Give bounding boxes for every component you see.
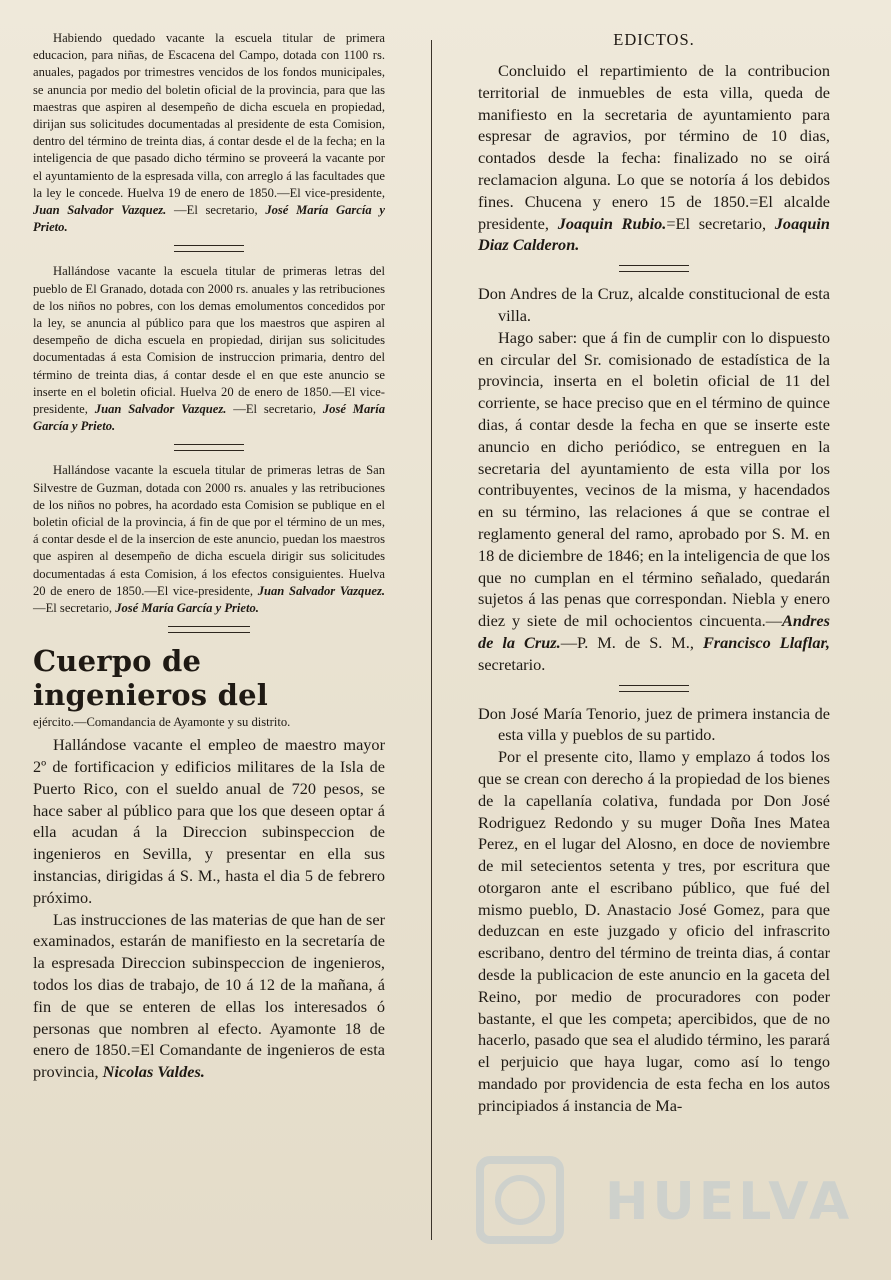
school-notice-escacena: Habiendo quedado vacante la escuela titular de primera educacion, para niñas, de Escacena del Campo, dotada con 1100 rs. anuales, pagados por trimestres vencidos de los fondos municipales, se anuncia por medio del boletin oficial de la provincia, para que las maestras que aspiren al desempeño de dicha escuela en propiedad, dirijan sus solicitudes documentadas al presidente de esta Comision, dentro del término de treinta dias, á contar desde el de la fecha; en la inteligencia de que pasado dicho término se proveerá la vacante por el ayuntamiento de la espresada villa, con arreglo á las facultades que la ley le concede. Huelva 19 de enero de 1850.—El vice-presidente, Juan Salvador Vazquez. —El secretario, José María García y Prieto. bbox=[33, 31, 385, 235]
left-column bbox=[33, 30, 385, 1083]
separator-rule bbox=[168, 626, 250, 633]
section-subtitle: ejército.—Comandancia de Ayamonte y su distrito. bbox=[33, 715, 291, 730]
school-notice-san-silvestre: Hallándose vacante la escuela titular de primeras letras de San Silvestre de Guzman, dotada con 2000 rs. anuales y las retribuciones de los niños no pobres, ha acordado esta Comision se publique en el boletin oficial de la provincia, á fin de que por el término de un mes, á contar desde el de la insercion de este anuncio, puedan los maestros que aspiren al desempeño de dicha escuela dirigir sus solicitudes documentadas á esta Comision, á los efectos consiguientes. Huelva 20 de enero de 1850.—El vice-presidente, Juan Salvador Vazquez. —El secretario, José María García y Prieto. bbox=[33, 463, 385, 616]
separator-rule bbox=[174, 444, 244, 451]
separator-rule bbox=[619, 265, 689, 272]
separator-rule bbox=[619, 685, 689, 692]
watermark-emblem-icon bbox=[460, 1150, 580, 1250]
separator-rule bbox=[174, 245, 244, 252]
watermark-text: HUELVA bbox=[605, 1172, 854, 1232]
edictos-heading: EDICTOS. bbox=[613, 30, 695, 49]
edict-tenorio-heading: Don José María Tenorio, juez de primera instancia de esta villa y pueblos de su partido. bbox=[478, 703, 830, 745]
edict-chucena: Concluido el repartimiento de la contribucion territorial de inmuebles de esta villa, queda de manifiesto en la secretaria de ayuntamiento para espresar de agravios, por término de 10 dias, contados desde la fecha: finalizado no se oirá reclamacion alguna. Lo que se notoría á los debidos fines. Chucena y enero 15 de 1850.=El alcalde presidente, Joaquin Rubio.=El secretario, Joaquin Diaz Calderon. bbox=[478, 61, 830, 255]
right-column bbox=[478, 30, 830, 1117]
column-divider bbox=[431, 40, 432, 1240]
ingenieros-paragraph-2: Las instrucciones de las materias de que han de ser examinados, estarán de manifiesto en la secretaría de la espresada Direccion subinspeccion de ingenieros, todos los dias de trabajo, de 10 á 12 de la mañana, á fin de que se enteren de ellas los interesados ó personas que nombren al efecto. Ayamonte 18 de enero de 1850.=El Comandante de ingenieros de esta provincia, Nicolas Valdes. bbox=[33, 909, 385, 1082]
edict-niebla-heading: Don Andres de la Cruz, alcalde constitucional de esta villa. bbox=[478, 284, 830, 325]
edict-tenorio-body: Por el presente cito, llamo y emplazo á todos los que se crean con derecho á la propiedad de los bienes de la capellanía colativa, fundada por Don José Rodriguez Redondo y su muger Doña Ines Matea Perez, en el lugar del Alosno, en doce de noviembre de mil setecientos setenta y tres, por escritura que otorgaron ante el escribano público, que fué del mismo pueblo, D. Anastacio José Gomez, para que deduzcan en este juzgado y oficio del infrascrito escribano, dentro del término de treinta dias, á contar desde la publicacion de este anuncio en la gaceta del Reino, por medio de procuradores con poder bastante, el que les competa; apercibidos, que de no hacerlo, pasado que sea el aludido término, les parará el perjuicio que haya lugar, como así lo tengo mandado por providencia de esta fecha en los autos principiados á instancia de Ma- bbox=[478, 747, 830, 1115]
edict-niebla-body: Hago saber: que á fin de cumplir con lo dispuesto en circular del Sr. comisionado de estadística de la provincia, inserta en el boletin oficial de 11 del corriente, se hace preciso que en el término de quince dias, á contar desde la fecha en que se inserte este anuncio en dicho periódico, se entreguen en la secretaria del ayuntamiento de esta villa por los contribuyentes, vecinos de la misma, y hacendados en su término, las relaciones á que se contrae el reglamento general del ramo, aprobado por S. M. en 18 de diciembre de 1846; en la inteligencia de que los que no cumplan en el término señalado, quedarán sujetos á las penas que correspondan. Niebla y enero diez y siete de mil ochocientos cincuenta.—Andres de la Cruz.—P. M. de S. M., Francisco Llaflar, secretario. bbox=[478, 327, 830, 674]
school-notice-el-granado: Hallándose vacante la escuela titular de primeras letras del pueblo de El Granado, dotada con 2000 rs. anuales y las retribuciones de los niños no pobres, con los demas emolumentos concedidos por la ley, se anuncia al público para que los maestros que aspiren al desempeño de dicha escuela en propiedad, dirijan sus solicitudes documentadas á esta Comision de instruccion primaria, dentro del término de treinta dias, á contar desde el en que este anuncio se inserte en el boletin oficial. Huelva 20 de enero de 1850.—El vice-presidente, Juan Salvador Vazquez. —El secretario, José María García y Prieto. bbox=[33, 264, 385, 434]
library-watermark bbox=[460, 1150, 854, 1250]
section-title-ingenieros: Cuerpo de ingenieros del bbox=[33, 644, 268, 713]
ingenieros-paragraph-1: Hallándose vacante el empleo de maestro mayor 2º de fortificacion y edificios militares de la Isla de Puerto Rico, con el sueldo anual de 720 pesos, se hace saber al público para que los que deseen optar á ella acudan á la Direccion subinspeccion de ingenieros en Sevilla, y presentar en ella sus instancias, dirigidas á S. M., hasta el dia 5 de febrero próximo. bbox=[33, 735, 385, 907]
